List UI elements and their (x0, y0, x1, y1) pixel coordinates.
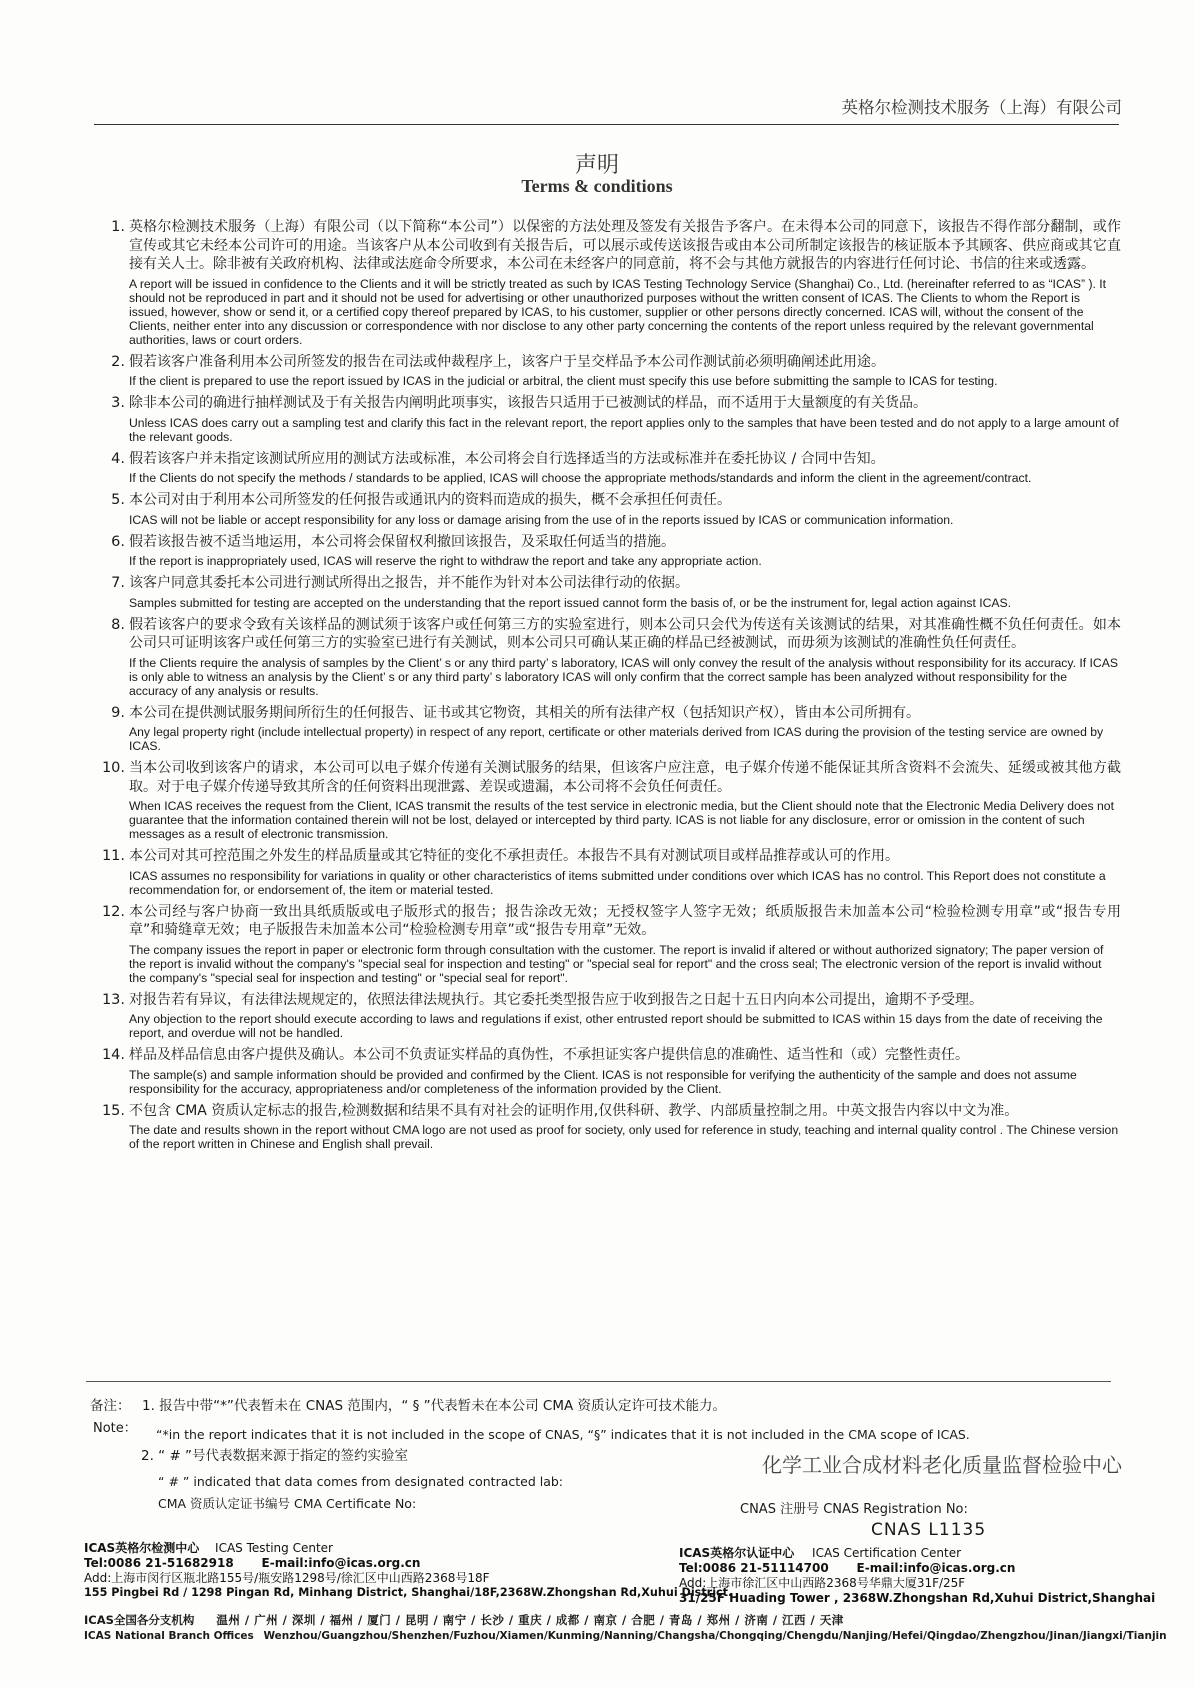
term-text-cn: 该客户同意其委托本公司进行测试所得出之报告，并不能作为针对本公司法律行动的依据。 (129, 575, 689, 591)
certification-center-address-en: 31/25F Huading Tower , 2368W.Zhongshan Rd,Xuhui District,Shanghai (679, 1591, 1156, 1605)
term-item (94, 903, 1121, 985)
branch-offices-list-en: Wenzhou/Guangzhou/Shenzhen/Fuzhou/Xiamen/Kunming/Nanning/Changsha/Chongqing/Chengdu/Nanjing/Hefei/Qingdao/Zhengzhou/Jinan/Jiangxi/Tianjin (263, 1630, 1167, 1642)
branch-offices-cn (84, 1612, 844, 1628)
term-text-en: The company issues the report in paper or electronic form through consultation with the customer. The report is invalid if altered or without authorized signatory; The paper version of the report is invalid without the company's "special seal for inspection and testing" or "special seal for report" and the cross seal; The electronic version of the report is invalid without the company's "special seal for inspection and testing" or "special seal for report". (129, 942, 1104, 985)
branch-offices-en (84, 1630, 1167, 1642)
term-text-cn: 假若该报告被不适当地运用，本公司将会保留权利撤回该报告，及采取任何适当的措施。 (129, 533, 675, 550)
term-item (94, 450, 1121, 486)
term-number: 7. (111, 575, 125, 591)
term-text-en: ICAS assumes no responsibility for variations in quality or other characteristics of items submitted under conditions over which ICAS has no control. This Report does not constitute a recommendation for, or endorsement of, the item or material tested. (129, 868, 1106, 897)
term-text-cn: 样品及样品信息由客户提供及确认。本公司不负责证实样品的真伪性，不承担证实客户提供信息的准确性、适当性和（或）完整性责任。 (129, 1047, 969, 1063)
certification-center-name (679, 1546, 961, 1560)
certification-center-address-cn: Add:上海市徐汇区中山西路2368号华鼎大厦31F/25F (679, 1576, 966, 1590)
term-body (129, 704, 1121, 754)
term-text-cn: 本公司对由于利用本公司所签发的任何报告或通讯内的资料而造成的损失，概不会承担任何责任。 (129, 492, 731, 508)
term-number: 15. (101, 1102, 125, 1119)
term-body (129, 1046, 1121, 1096)
term-body (129, 574, 1121, 610)
term-item (94, 991, 1121, 1041)
certification-center-name-en: ICAS Certification Center (812, 1546, 962, 1560)
testing-center-address-en: 155 Pingbei Rd / 1298 Pingan Rd, Minhang District, Shanghai/18F,2368W.Zhongshan Rd,Xuhui District. (84, 1586, 733, 1599)
term-item (94, 394, 1121, 444)
term-item (94, 353, 1121, 389)
branch-offices-list-cn: 温州 / 广州 / 深圳 / 福州 / 厦门 / 昆明 / 南宁 / 长沙 / 重庆 / 成都 / 南京 / 合肥 / 青岛 / 郑州 / 济南 / 江西 / 天津 (216, 1613, 844, 1627)
term-item (94, 847, 1121, 897)
testing-center-tel: Tel:0086 21-51682918 (84, 1556, 234, 1570)
testing-center-name-en: ICAS Testing Center (215, 1541, 333, 1555)
terms-list (94, 218, 1121, 1157)
testing-center-address-cn: Add:上海市闵行区瓶北路155号/瓶安路1298号/徐汇区中山西路2368号18F (84, 1571, 490, 1585)
term-text-en: If the report is inappropriately used, ICAS will reserve the right to withdraw the report and take any appropriate action. (129, 554, 762, 568)
page-title-cn: 声明 (574, 153, 619, 178)
term-number: 13. (101, 991, 125, 1008)
note-1-cn: 1. 报告中带“*”代表暂未在 CNAS 范围内，“ § ”代表暂未在本公司 CMA 资质认定许可技术能力。 (142, 1398, 727, 1414)
cma-certificate: CMA 资质认定证书编号 CMA Certificate No: (158, 1496, 417, 1511)
certification-center-email: E-mail:info@icas.org.cn (856, 1561, 1016, 1575)
certification-center-tel: Tel:0086 21-51114700 (679, 1561, 829, 1575)
term-body (129, 353, 1121, 389)
term-item (94, 759, 1121, 841)
term-body (129, 533, 1121, 569)
term-item (94, 704, 1121, 754)
term-text-cn: 英格尔检测技术服务（上海）有限公司（以下简称“本公司”）以保密的方法处理及签发有关报告予客户。在未得本公司的同意下，该报告不得作部分翻制，或作宣传或其它未经本公司许可的用途。当该客户从本公司收到有关报告后，可以展示或传送该报告或由本公司所制定该报告的核证版本予其顾客、供应商或其它直接有关人士。除非被有关政府机构、法律或法庭命令所要求，本公司在未经客户的同意前，将不会与其他方就报告的内容进行任何讨论、书信的往来或透露。 (129, 219, 1121, 272)
page-title-en: Terms & conditions (521, 176, 673, 196)
term-item (94, 616, 1121, 698)
term-number: 1. (111, 219, 125, 235)
term-body (129, 491, 1121, 527)
term-item (94, 1046, 1121, 1096)
term-text-en: If the client is prepared to use the report issued by ICAS in the judicial or arbitral, the client must specify this use before submitting the sample to ICAS for testing. (129, 374, 998, 388)
term-body (129, 394, 1121, 444)
term-body (129, 759, 1121, 841)
term-number: 6. (111, 533, 125, 550)
term-item (94, 491, 1121, 527)
term-text-en: Any legal property right (include intellectual property) in respect of any report, certificate or other materials derived from ICAS during the provision of the testing service are owned by ICAS. (129, 725, 1104, 753)
term-body (129, 218, 1121, 347)
term-number: 12. (101, 903, 125, 920)
term-number: 14. (101, 1047, 125, 1063)
note-1-en: “*in the report indicates that it is not included in the scope of CNAS, “§” indicates that it is not included in the CMA scope of ICAS. (156, 1427, 970, 1442)
term-text-cn: 对报告若有异议，有法律法规规定的，依照法律法规执行。其它委托类型报告应于收到报告之日起十五日内向本公司提出，逾期不予受理。 (129, 991, 983, 1008)
term-item (94, 533, 1121, 569)
term-item (94, 218, 1121, 347)
term-number: 11. (101, 848, 125, 864)
term-text-cn: 假若该客户并未指定该测试所应用的测试方法或标准，本公司将会自行选择适当的方法或标准并在委托协议 / 合同中告知。 (129, 450, 885, 467)
term-number: 8. (111, 616, 125, 633)
term-number: 4. (111, 450, 125, 467)
testing-center-email: E-mail:info@icas.org.cn (261, 1556, 421, 1570)
term-text-en: The date and results shown in the report without CMA logo are not used as proof for society, only used for reference in study, teaching and internal quality control . The Chinese version of the report written in Chinese and English shall prevail. (129, 1123, 1119, 1151)
note-2-cn: 2. “ # ”号代表数据来源于指定的签约实验室 (141, 1448, 409, 1464)
term-text-en: If the Clients do not specify the methods / standards to be applied, ICAS will choose the appropriate methods/standards and inform the client in the agreement/contract. (129, 471, 1032, 485)
term-text-cn: 当本公司收到该客户的请求，本公司可以电子媒介传递有关测试服务的结果，但该客户应注意，电子媒介传递不能保证其所含资料不会流失、延缓或被其他方截取。对于电子媒介传递导致其所含的任何资料出现泄露、差误或遗漏，本公司将不会负任何责任。 (129, 760, 1121, 795)
cnas-registration-label: CNAS 注册号 CNAS Registration No: (740, 1502, 968, 1517)
note-label-en: Note： (93, 1421, 137, 1436)
term-text-en: If the Clients require the analysis of samples by the Client’ s or any third party’ s laboratory, ICAS will only convey the result of the analysis without responsibility for its accuracy. If ICAS is only able to witness an analysis by the Client’ s or any third party’ s laboratory ICAS will only confirm that the correct sample has been analyzed without responsibility for the accuracy of any analysis or results. (129, 655, 1118, 698)
term-text-cn: 不包含 CMA 资质认定标志的报告,检测数据和结果不具有对社会的证明作用,仅供科研、教学、内部质量控制之用。中英文报告内容以中文为准。 (129, 1102, 1019, 1119)
note-2-en: “ # ” indicated that data comes from designated contracted lab: (158, 1474, 564, 1489)
contracted-lab-name: 化学工业合成材料老化质量监督检验中心 (762, 1453, 1122, 1477)
term-text-cn: 本公司经与客户协商一致出具纸质版或电子版形式的报告；报告涂改无效；无授权签字人签字无效；纸质版报告未加盖本公司“检验检测专用章”或“报告专用章”和骑缝章无效；电子版报告未加盖本公司“检验检测专用章”或“报告专用章”无效。 (129, 903, 1121, 938)
term-number: 2. (111, 353, 125, 370)
term-text-en: Samples submitted for testing are accepted on the understanding that the report issued cannot form the basis of, or be the instrument for, legal action against ICAS. (129, 595, 1012, 610)
term-item (94, 1102, 1121, 1152)
branch-offices-label-cn: ICAS全国各分支机构 (84, 1613, 195, 1627)
term-text-cn: 除非本公司的确进行抽样测试及于有关报告内阐明此项事实，该报告只适用于已被测试的样品，而不适用于大量额度的有关货品。 (129, 395, 927, 411)
cnas-registration-number: CNAS L1135 (871, 1520, 987, 1540)
term-body (129, 1102, 1121, 1152)
certification-center-contact (679, 1561, 1015, 1575)
term-number: 5. (111, 492, 125, 508)
term-text-cn: 本公司对其可控范围之外发生的样品质量或其它特征的变化不承担责任。本报告不具有对测试项目或样品推荐或认可的作用。 (129, 848, 899, 864)
term-item (94, 574, 1121, 610)
term-body (129, 991, 1121, 1041)
term-text-en: When ICAS receives the request from the Client, ICAS transmit the results of the test service in electronic media, but the Client should note that the Electronic Media Delivery does not guarantee that the information contained therein will not be lost, delayed or intercepted by third party. ICAS is not liable for any disclosure, error or omission in the content of such messages as a result of electronic transmission. (129, 799, 1114, 841)
term-number: 10. (101, 760, 125, 776)
term-text-cn: 假若该客户准备利用本公司所签发的报告在司法或仲裁程序上，该客户于呈交样品予本公司作测试前必须明确阐述此用途。 (129, 353, 885, 370)
term-text-en: Any objection to the report should execute according to laws and regulations if exist, other entrusted report should be submitted to ICAS within 15 days from the date of receiving the report, and overdue will not be handled. (129, 1012, 1103, 1040)
company-header: 英格尔检测技术服务（上海）有限公司 (841, 98, 1122, 117)
term-text-en: ICAS will not be liable or accept responsibility for any loss or damage arising from the use of in the reports issued by ICAS or communication information. (129, 512, 954, 527)
term-text-en: Unless ICAS does carry out a sampling test and clarify this fact in the relevant report, the report applies only to the samples that have been tested and do not apply to a large amount of the relevant goods. (129, 415, 1119, 444)
term-body (129, 847, 1121, 897)
header-rule (94, 124, 1119, 125)
term-text-cn: 假若该客户的要求令致有关该样品的测试须于该客户或任何第三方的实验室进行，则本公司只会代为传送有关该测试的结果，对其准确性概不负任何责任。如本公司只可证明该客户或任何第三方的实验室已进行有关测试，则本公司只可确认某正确的样品已经被测试，而毋须为该测试的准确性负任何责任。 (129, 616, 1121, 651)
note-label-cn: 备注： (90, 1398, 131, 1414)
testing-center-contact (84, 1556, 420, 1570)
term-text-cn: 本公司在提供测试服务期间所衍生的任何报告、证书或其它物资，其相关的所有法律产权（包括知识产权），皆由本公司所拥有。 (129, 704, 920, 721)
testing-center-name (84, 1541, 333, 1555)
term-body (129, 903, 1121, 985)
testing-center-name-cn: ICAS英格尔检测中心 (84, 1541, 200, 1555)
branch-offices-label-en: ICAS National Branch Offices (84, 1630, 254, 1642)
term-number: 3. (111, 395, 125, 411)
term-body (129, 616, 1121, 698)
certification-center-name-cn: ICAS英格尔认证中心 (679, 1546, 795, 1560)
term-body (129, 450, 1121, 486)
footer-rule (86, 1381, 1111, 1382)
term-number: 9. (111, 704, 125, 721)
term-text-en: A report will be issued in confidence to the Clients and it will be strictly treated as such by ICAS Testing Technology Service (Shanghai) Co., Ltd. (hereinafter referred to as “ICAS” ). It should not be reproduced in part and it should not be used for advertising or other unauthorized purposes without the written consent of ICAS. The Clients to whom the Report is issued, however, show or send it, or a certified copy thereof prepared by ICAS, to his customer, supplier or other persons directly concerned. ICAS will, without the consent of the Clients, neither enter into any discussion or correspondence with nor disclose to any other party concerning the contents of the report unless required by the relevant governmental authorities, laws or court orders. (129, 276, 1107, 347)
term-text-en: The sample(s) and sample information should be provided and confirmed by the Client. ICAS is not responsible for verifying the authenticity of the sample and does not assume responsibility for the accuracy, appropriateness and/or completeness of the information provided by the Client. (129, 1067, 1077, 1096)
